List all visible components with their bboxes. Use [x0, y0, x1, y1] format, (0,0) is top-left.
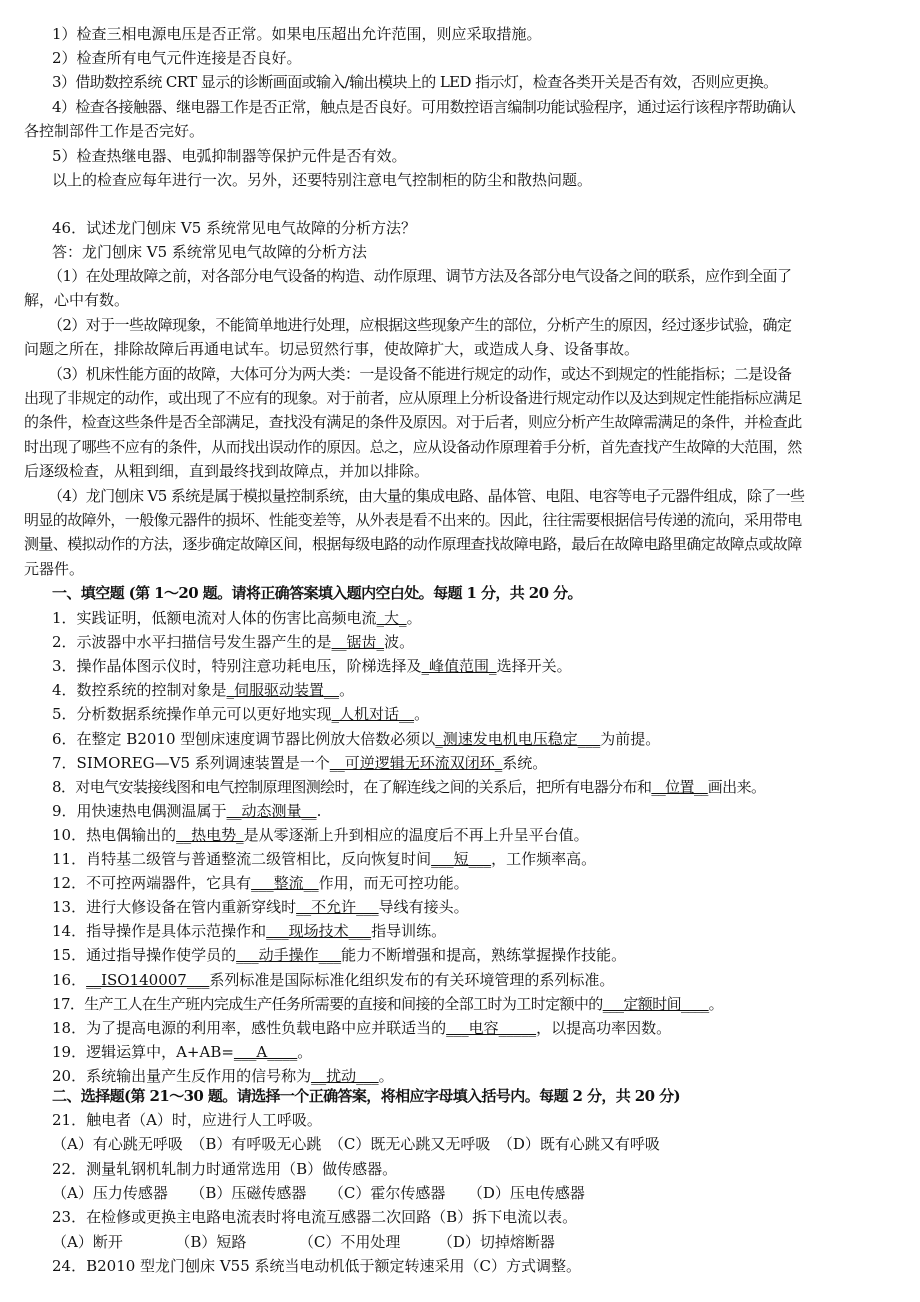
fill-item-suffix: 作用，而无可控功能。 — [318, 874, 469, 892]
fill-item-text: 20．系统输出量产生反作用的信号称为 — [52, 1067, 312, 1085]
fill-item — [0, 992, 920, 1016]
fill-item-text: 9．用快速热电偶测温属于 — [52, 802, 227, 820]
fill-item — [0, 847, 920, 871]
fill-item-answer: __扰动___ — [311, 1067, 379, 1085]
check-summary: 以上的检查应每年进行一次。另外，还要特别注意电气控制柜的防尘和散热问题。 — [52, 171, 593, 189]
fill-item-suffix: 为前提。 — [600, 730, 661, 748]
fill-item — [0, 606, 920, 630]
fill-item-text: 10．热电偶输出的 — [52, 826, 177, 844]
check-1: 1）检查三相电源电压是否正常。如果电压超出允许范围，则应采取措施。 — [52, 25, 542, 43]
q46-p3-line: （3）机床性能方面的故障，大体可分为两大类：一是设备不能进行规定的动作，或达不到规定的性能指标；二是设备 — [48, 365, 792, 383]
q46-p3-line: 出现了非规定的动作，或出现了不应有的现象。对于前者，应从原理上分析设备进行规定动作以及达到规定性能指标应满足 — [24, 389, 802, 407]
q46-answer-head: 答：龙门刨床 V5 系统常见电气故障的分析方法 — [52, 243, 367, 261]
fill-item-text: 5．分析数据系统操作单元可以更好地实现 — [52, 705, 332, 723]
q46-p3-line: 时出现了哪些不应有的条件，从而找出误动作的原因。总之，应从设备动作原理着手分析，首先查找产生故障的大范围，然 — [24, 438, 802, 456]
fill-item-suffix: 。 — [297, 1043, 313, 1061]
fill-item-answer: __ISO140007___ — [86, 971, 210, 989]
check-4: 4）检查各接触器、继电器工作是否正常，触点是否良好。可用数控语言编制功能试验程序，通过运行该程序帮助确认 — [52, 98, 796, 116]
fill-item — [0, 919, 920, 943]
fill-item — [0, 630, 920, 654]
q46-p4-line: 测量、模拟动作的方法，逐步确定故障区间，根据每级电路的动作原理查找故障电路，最后在故障电路里确定故障点或故障 — [24, 535, 802, 553]
fill-item-text: 12．不可控两端器件，它具有 — [52, 874, 252, 892]
fill-item-text: 8．对电气安装接线图和电气控制原理图测绘时，在了解连线之间的关系后，把所有电器分布和 — [52, 778, 652, 796]
fill-item — [0, 895, 920, 919]
fill-section-header: 一、填空题 (第 1～20 题。请将正确答案填入题内空白处。每题 1 分，共 20 分。 — [52, 584, 582, 602]
fill-item — [0, 1040, 920, 1064]
fill-item — [0, 968, 920, 992]
q46-p3-line: 的条件，检查这些条件是否全部满足，查找没有满足的条件及原因。对于后者，则应分析产生故障需满足的条件，并检查此 — [24, 413, 802, 431]
fill-item-suffix: 。 — [406, 609, 422, 627]
fill-item-text: 3．操作晶体图示仪时，特别注意功耗电压，阶梯选择及 — [52, 657, 422, 675]
fill-item-answer: _峰值范围_ — [421, 657, 497, 675]
q46-p3-line: 后逐级检查，从粗到细，直到最终找到故障点，并加以排除。 — [24, 462, 430, 480]
fill-item — [0, 823, 920, 847]
fill-item-answer: ___短___ — [431, 850, 492, 868]
fill-item-suffix: 指导训练。 — [371, 922, 447, 940]
choice-options-23: （A）断开 （B）短路 （C）不用处理 （D）切掉熔断器 — [52, 1233, 555, 1251]
fill-item-suffix: 是从零逐渐上升到相应的温度后不再上升呈平台值。 — [243, 826, 589, 844]
fill-item-suffix: 能力不断增强和提高，熟练掌握操作技能。 — [341, 946, 627, 964]
fill-item-answer: __位置__ — [651, 778, 708, 796]
fill-item-answer: ___动手操作___ — [236, 946, 342, 964]
fill-item-text: 14．指导操作是具体示范操作和 — [52, 922, 267, 940]
fill-item — [0, 702, 920, 726]
fill-item-text: 6．在整定 B2010 型刨床速度调节器比例放大倍数必须以 — [52, 730, 436, 748]
fill-item-text: 18．为了提高电源的利用率，感性负载电路中应并联适当的 — [52, 1019, 447, 1037]
q46-p4-line: 明显的故障外，一般像元器件的损坏、性能变差等，从外表是看不出来的。因此，往往需要根据信号传递的流向，采用带电 — [24, 511, 802, 529]
fill-item-suffix: 系统。 — [502, 754, 548, 772]
fill-item — [0, 871, 920, 895]
fill-item — [0, 775, 920, 799]
fill-item — [0, 799, 920, 823]
q46-p4-line: （4）龙门刨床 V5 系统是属于模拟量控制系统，由大量的集成电路、晶体管、电阻、电容等电子元器件组成，除了一些 — [48, 487, 805, 505]
fill-item-suffix: ，工作频率高。 — [491, 850, 597, 868]
q46-p1-line: 解，心中有数。 — [24, 291, 130, 309]
fill-item-answer: __锯齿_ — [331, 633, 385, 651]
fill-item — [0, 727, 920, 751]
fill-item-text: 11．肖特基二级管与普通整流二级管相比，反向恢复时间 — [52, 850, 432, 868]
fill-item-answer: __动态测量__ — [226, 802, 317, 820]
fill-item-text: 1．实践证明，低额电流对人体的伤害比高频电流 — [52, 609, 377, 627]
choice-question-24: 24．B2010 型龙门刨床 V55 系统当电动机低于额定转速采用（C）方式调整。 — [52, 1257, 581, 1275]
choice-question-22: 22．测量轧钢机轧制力时通常选用（B）做传感器。 — [52, 1160, 398, 1178]
fill-item-text: 19．逻辑运算中，A+AB= — [52, 1043, 234, 1061]
fill-item-text: 7．SIMOREG—V5 系列调速装置是一个 — [52, 754, 330, 772]
fill-item-answer: __热电势_ — [176, 826, 244, 844]
fill-item-answer: ___A____ — [233, 1043, 298, 1061]
fill-item-answer: ___定额时间____ — [602, 995, 709, 1013]
fill-item-suffix: ，以提高功率因数。 — [536, 1019, 672, 1037]
fill-item — [0, 678, 920, 702]
choice-options-22: （A）压力传感器 （B）压磁传感器 （C）霍尔传感器 （D）压电传感器 — [52, 1184, 585, 1202]
check-4-cont: 各控制部件工作是否完好。 — [24, 122, 205, 140]
q46-p1-line: （1）在处理故障之前，对各部分电气设备的构造、动作原理、调节方法及各部分电气设备之间的联系，应作到全面了 — [48, 267, 792, 285]
fill-item-answer: ___整流__ — [251, 874, 319, 892]
fill-item-answer: _伺服驱动装置__ — [226, 681, 340, 699]
check-5: 5）检查热继电器、电弧抑制器等保护元件是否有效。 — [52, 147, 407, 165]
fill-item-text: 2．示波器中水平扫描信号发生器产生的是 — [52, 633, 332, 651]
fill-item-answer: _测速发电机电压稳定___ — [435, 730, 601, 748]
fill-item-suffix: 选择开关。 — [496, 657, 572, 675]
q46-p2-line: （2）对于一些故障现象，不能简单地进行处理，应根据这些现象产生的部位，分析产生的原因，经过逐步试验，确定 — [48, 316, 792, 334]
choice-options-21: （A）有心跳无呼吸 （B）有呼吸无心跳 （C）既无心跳又无呼吸 （D）既有心跳又有呼吸 — [52, 1135, 660, 1153]
fill-item — [0, 751, 920, 775]
fill-item-answer: __不允许___ — [296, 898, 379, 916]
fill-item-text: 4．数控系统的控制对象是 — [52, 681, 227, 699]
fill-item-text: 17．生产工人在生产班内完成生产任务所需要的直接和间接的全部工时为工时定额中的 — [52, 995, 603, 1013]
fill-item-answer: ___现场技术___ — [266, 922, 372, 940]
fill-item-text: 13．进行大修设备在管内重新穿线时 — [52, 898, 297, 916]
fill-item-text: 15．通过指导操作使学员的 — [52, 946, 237, 964]
fill-item-suffix: 波。 — [384, 633, 415, 651]
fill-item-suffix: 。 — [708, 995, 724, 1013]
fill-item-suffix: 导线有接头。 — [378, 898, 469, 916]
q46-p4-line: 元器件。 — [24, 560, 85, 578]
q46-question: 46．试述龙门刨床 V5 系统常见电气故障的分析方法？ — [52, 219, 417, 237]
choice-question-23: 23．在检修或更换主电路电流表时将电流互感器二次回路（B）拆下电流以表。 — [52, 1208, 578, 1226]
fill-item-answer: _人机对话__ — [331, 705, 415, 723]
fill-item-suffix: 。 — [378, 1067, 394, 1085]
fill-item-answer: __可逆逻辑无环流双闭环_ — [329, 754, 503, 772]
check-3: 3）借助数控系统 CRT 显示的诊断画面或输入/输出模块上的 LED 指示灯，检查各类开关是否有效，否则应更换。 — [52, 73, 778, 91]
fill-item — [0, 943, 920, 967]
fill-item-suffix: . — [316, 802, 322, 820]
choice-question-21: 21．触电者（A）时，应进行人工呼吸。 — [52, 1111, 322, 1129]
fill-item-answer: _大_ — [376, 609, 407, 627]
fill-item-suffix: 系列标准是国际标准化组织发布的有关环境管理的系列标准。 — [209, 971, 615, 989]
fill-item-answer: ___电容_____ — [446, 1019, 537, 1037]
fill-item-suffix: 。 — [414, 705, 430, 723]
fill-item-suffix: 画出来。 — [707, 778, 766, 796]
fill-item — [0, 1016, 920, 1040]
q46-p2-line: 问题之所在，排除故障后再通电试车。切忌贸然行事，使故障扩大，或造成人身、设备事故。 — [24, 340, 640, 358]
fill-item-text: 16． — [52, 971, 87, 989]
choice-section-header: 二、选择题(第 21～30 题。请选择一个正确答案，将相应字母填入括号内。每题 2 分，共 20 分) — [52, 1087, 680, 1105]
fill-item — [0, 654, 920, 678]
check-2: 2）检查所有电气元件连接是否良好。 — [52, 49, 302, 67]
fill-item-suffix: 。 — [339, 681, 355, 699]
